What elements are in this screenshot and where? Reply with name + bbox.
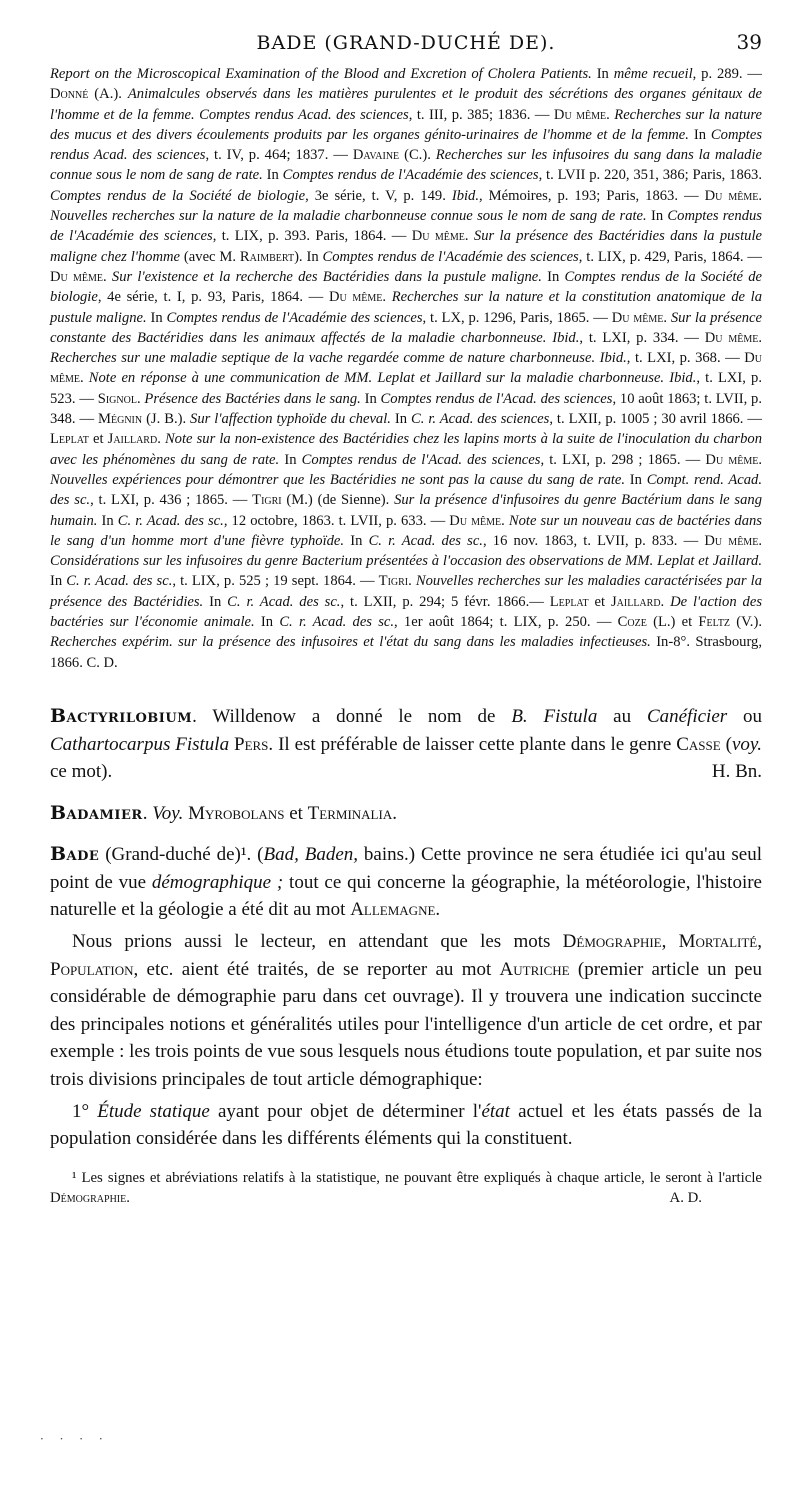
text-run: . [142, 802, 153, 824]
italic-run: Comptes rendus de l'Académie des sciences [282, 167, 539, 184]
text-run: , [661, 931, 679, 953]
italic-run: Note sur un nouveau cas de bactéries dans le sang d'un homme mort d'une fièvre typhoïde. [50, 512, 762, 549]
small-caps-run: Terminalia [307, 802, 393, 824]
text-run: (C.). [399, 147, 436, 164]
small-caps-run: Myrobolans [188, 802, 285, 824]
text-run: . [103, 268, 112, 285]
italic-run: Comptes rendus de l'Académie des sciences [322, 248, 579, 265]
text-run: . [758, 451, 762, 468]
text-run: , t. LVII p. 220, 351, 386; Paris, 1863. [538, 167, 762, 184]
small-caps-run: Leplat [549, 593, 589, 610]
text-run: 1° [72, 1100, 98, 1122]
text-run: In-8°. Strasbourg, 1866. C. D. [50, 634, 762, 671]
text-run: , t. LXII, p. 294; 5 févr. 1866.— [340, 593, 550, 610]
text-run: ce mot). [50, 761, 113, 783]
text-run: (L.) et [646, 614, 699, 631]
italic-run: Compt. rend. Acad. des sc. [50, 471, 762, 509]
text-run: . [758, 329, 762, 346]
bade-paragraph-2 [50, 928, 762, 1094]
headword-bactyrilobium: Bactyrilobium [50, 704, 193, 727]
small-caps-run: Tigri [378, 573, 409, 590]
bade-paragraph-3 [50, 1098, 762, 1153]
text-run: . [501, 512, 509, 529]
italic-run: même recueil [613, 66, 693, 82]
text-run: . [758, 532, 762, 549]
text-run: , t. LX, p. 1296, Paris, 1865. — [422, 309, 612, 326]
text-run: In [591, 66, 614, 82]
text-run: , p. 289. — [692, 66, 762, 82]
text-run: et [588, 593, 611, 610]
small-caps-run: Démographie [562, 931, 662, 953]
small-caps-run: Du même [704, 329, 759, 346]
text-run: . [660, 593, 671, 610]
italic-run: Recherches sur la nature des mucus et des divers écoulements produits par les organes génito-urinaires de l'homme et de la femme. [50, 106, 762, 143]
text-run: . Willdenow a donné le nom de [192, 705, 512, 727]
text-run: (V.). [730, 614, 762, 631]
small-caps-run: Allemagne [350, 899, 436, 921]
text-run: . Il est préférable de laisser cette plante dans le genre [268, 733, 677, 755]
text-run: , 4e série, t. I, p. 93, Paris, 1864. — [97, 289, 329, 306]
small-caps-run: Davaine [352, 147, 400, 164]
small-caps-run: Signol [97, 390, 137, 407]
italic-run: Cathartocarpus Fistula [50, 733, 230, 755]
text-run: , 1er août 1864; t. LIX, p. 250. — [394, 614, 618, 631]
text-run: (A.). [88, 86, 128, 103]
text-run: (J. B.). [142, 411, 191, 428]
italic-run: Recherches expérim. sur la présence des infusoires et l'état du sang dans les maladies infectieuses. [50, 634, 651, 651]
italic-run: Sur l'existence et la recherche des Bactéridies dans la pustule maligne. [111, 268, 542, 285]
text-run: . [136, 390, 145, 407]
small-caps-run: Feltz [698, 614, 731, 631]
italic-run: Note sur la non-existence des Bactéridies chez les lapins morts à la suite de l'inoculation du charbon avec les phénomènes du sang de rate. [50, 431, 763, 468]
headword-bade: Bade [50, 843, 100, 866]
small-caps-run: Du même [705, 451, 759, 468]
italic-run: C. r. Acad. des sc. [368, 532, 483, 549]
document-page [50, 30, 762, 1222]
small-caps-run: Pers [234, 733, 269, 755]
italic-run: Sur la présence d'infusoires du genre Bactérium dans le sang humain. [50, 492, 762, 529]
italic-run: Bad, Baden, [263, 844, 359, 866]
italic-run: Comptes rendus de l'Acad. des sciences [380, 390, 613, 407]
text-run: , t. LIX, p. 393. Paris, 1864. — [212, 228, 412, 245]
text-run: . [758, 187, 762, 204]
text-run: . [663, 309, 671, 326]
text-run: , t. LIX, p. 525 ; 19 sept. 1864. — [172, 573, 379, 590]
italic-run: Comptes rendus de l'Académie des sciences [166, 309, 423, 326]
entry-badamier [50, 800, 762, 828]
small-caps-run: Du même [704, 187, 759, 204]
italic-run: état [481, 1100, 510, 1122]
text-run: , [757, 931, 763, 953]
text-run: , t. LXI, p. 523. — [50, 370, 762, 407]
text-run: In [279, 451, 302, 468]
text-run: tout ce qui concerne la géographie, la météorologie, l'histoire naturelle et la géologie a été dit au mot [50, 871, 762, 921]
small-caps-run: Autriche [499, 958, 570, 980]
italic-run: C. r. Acad. des sciences [411, 411, 550, 428]
text-run: . [382, 289, 392, 306]
italic-run: Considérations sur les infusoires du genre Bacterium présentées à l'occasion des observations de MM. Leplat et Jaillard. [50, 553, 762, 570]
small-caps-run: Du même [449, 512, 502, 529]
text-run: In [262, 167, 283, 184]
entry-bactyrilobium [50, 703, 762, 786]
italic-run: Comptes rendus de la Société de biologie [50, 187, 306, 204]
italic-run: Canéficier [646, 705, 728, 727]
text-run: , 12 octobre, 1863. t. LVII, p. 633. — [223, 512, 450, 529]
text-run: In [344, 532, 369, 549]
italic-run: Note en réponse à une communication de MM. Leplat et Jaillard sur la maladie charbonneuse. [88, 370, 665, 387]
text-run: In [688, 126, 711, 143]
italic-run: Ibid. [599, 350, 627, 367]
text-run: ( [720, 733, 732, 755]
footnote-signature: A. D. [669, 1189, 702, 1206]
italic-run: Ibid. [669, 370, 697, 387]
text-run: , t. LXI, p. 436 ; 1865. — [90, 492, 253, 509]
text-run: (avec M. [180, 248, 240, 265]
italic-run: voy. [731, 733, 763, 755]
small-caps-run: Du même [611, 309, 664, 326]
text-run: , 3e série, t. V, p. 149. [305, 187, 452, 204]
footnote [50, 1168, 762, 1208]
text-run: In [97, 512, 118, 529]
text-run: In [625, 471, 647, 488]
small-caps-run: Mortalité [678, 931, 758, 953]
bibliography-block [50, 64, 762, 673]
running-head: BADE (GRAND-DUCHÉ DE). [256, 32, 556, 54]
italic-run: Comptes rendus de la Société de biologie [50, 268, 762, 306]
text-run: . [392, 802, 397, 824]
text-run: ¹ Les signes et abréviations relatifs à la statistique, ne pouvant être expliqués à chaque article, le seront à l'article [72, 1169, 762, 1186]
italic-run: C. r. Acad. des sc. [227, 593, 341, 610]
article-body [50, 703, 762, 1153]
text-run: , Mémoires, p. 193; Paris, 1863. — [479, 187, 705, 204]
small-caps-run: Coze [617, 614, 647, 631]
italic-run: Comptes rendus de l'Académie des sciences [50, 208, 762, 245]
text-run: et [88, 431, 108, 448]
text-run: , 10 août 1863; t. LVII, p. 348. — [50, 390, 762, 428]
text-run: Nous prions aussi le lecteur, en attendant que les mots [72, 931, 563, 953]
italic-run: C. r. Acad. des sc. [66, 573, 173, 590]
italic-run: B. Fistula [511, 705, 598, 727]
small-caps-run: Du même [50, 350, 762, 387]
text-run: (Grand-duché de)¹. ( [99, 844, 264, 866]
small-caps-run: Du même [411, 228, 465, 245]
entry-bade-text [50, 844, 762, 920]
signature-h-bn: H. Bn. [711, 761, 762, 783]
text-run: , t. LXI, p. 298 ; 1865. — [540, 451, 706, 468]
italic-run: C. r. Acad. des sc. [279, 614, 395, 631]
italic-run: Recherches sur la nature et la constitution anatomique de la pustule maligne. [50, 289, 762, 326]
text-run: In [646, 208, 668, 225]
small-caps-run: Du même [50, 268, 103, 285]
text-run: In [146, 309, 167, 326]
italic-run: Animalcules observés dans les matières purulentes et le produit des sécrétions des organes génitaux de l'homme et de la femme. [50, 86, 762, 123]
text-run: . [157, 431, 165, 448]
text-run: In [390, 411, 411, 428]
small-caps-run: Du même [704, 532, 759, 549]
italic-run: Comptes rendus Acad. des sciences [50, 126, 762, 164]
italic-run: Comptes rendus de l'Acad. des sciences [301, 451, 541, 468]
text-run: au [597, 705, 647, 727]
italic-run: Présence des Bactéries dans le sang. [144, 390, 361, 407]
text-run: . [80, 370, 89, 387]
text-run: In [203, 593, 228, 610]
small-caps-run: Leplat [50, 431, 89, 448]
italic-run: Nouvelles recherches sur les maladies caractérisées par la présence des Bactéridies. [50, 573, 762, 610]
text-run: et [284, 802, 308, 824]
entry-bade [50, 841, 762, 924]
text-run: . [408, 573, 416, 590]
text-run: (M.) (de Sienne). [281, 492, 395, 509]
italic-run: démographique ; [151, 871, 284, 893]
italic-run: De l'action des bactéries sur l'économie animale. [50, 593, 762, 631]
text-run: . [606, 106, 615, 123]
text-run: ou [727, 705, 762, 727]
small-caps-run: Raimbert [239, 248, 295, 265]
small-caps-run: Du même [553, 106, 607, 123]
italic-run: Ibid. [552, 329, 580, 346]
text-run: , t. LXI, p. 334. — [579, 329, 705, 346]
small-caps-run: Jaillard [610, 593, 661, 610]
text-run: In [50, 573, 67, 590]
italic-run: Nouvelles recherches sur la nature de la maladie charbonneuse connue sous le nom de sang de rate. [50, 208, 647, 225]
text-run: , t. IV, p. 464; 1837. — [205, 147, 353, 164]
italic-run: Recherches sur une maladie septique de la vache regardée comme de nature charbonneuse. [50, 350, 596, 367]
italic-run: Ibid. [451, 187, 480, 204]
text-run: . [126, 1189, 130, 1206]
text-run: In [254, 614, 280, 631]
page-bottom-marks: · · · · [40, 1432, 109, 1446]
entry-badamier-text [143, 803, 397, 824]
italic-run: Recherches sur les infusoires du sang dans la maladie connue sous le nom de sang de rate. [50, 147, 762, 184]
italic-run: Sur l'affection typhoïde du cheval. [190, 411, 391, 428]
text-run: In [541, 268, 565, 285]
small-caps-run: Jaillard [107, 431, 158, 448]
italic-run: Voy. [152, 802, 184, 824]
text-run: ayant pour objet de déterminer l' [209, 1100, 482, 1122]
text-run: . [435, 899, 441, 921]
text-run: , t. LXI, p. 368. — [626, 350, 745, 367]
small-caps-run: Casse [676, 733, 721, 755]
small-caps-run: Du même [328, 289, 383, 306]
italic-run: Sur la présence des Bactéridies dans la pustule maligne chez l'homme [50, 228, 762, 265]
small-caps-run: Tigri [252, 492, 282, 509]
italic-run: C. r. Acad. des sc. [117, 512, 224, 529]
text-run: In [360, 390, 381, 407]
text-run: . [464, 228, 474, 245]
text-run: (premier article un peu considérable de démographie paru dans cet ouvrage). Il y trouvera une indication succincte des principales notions et généralités utiles pour l'intelligence d'un article de cet ordre, et par exemple : les trois points de vue sous lesquels nous étudions toute population, et par suite nos trois divisions principales de tout article démographique: [50, 958, 762, 1091]
small-caps-run: Donné [50, 86, 89, 103]
page-number: 39 [736, 30, 762, 54]
text-run: bains.) Cette province ne sera étudiée ici qu'au seul point de vue [50, 844, 762, 893]
text-run: , t. III, p. 385; 1836. — [408, 106, 554, 123]
text-run: ). In [294, 248, 323, 265]
text-run: , t. LIX, p. 429, Paris, 1864. — [578, 248, 762, 265]
text-run: , t. LXII, p. 1005 ; 30 avril 1866. — [549, 411, 762, 428]
bibliography-paragraph [50, 64, 762, 673]
text-run: , 16 nov. 1863, t. LVII, p. 833. — [482, 532, 705, 549]
small-caps-run: Mégnin [98, 411, 143, 428]
text-run: actuel et les états passés de la population considérée dans les différents éléments qui la constituent. [50, 1100, 763, 1150]
italic-run: Comptes rendus Acad. des sciences [199, 106, 409, 123]
headword-badamier: Badamier [50, 801, 143, 824]
page-header [50, 30, 762, 58]
italic-run: Sur la présence constante des Bactéridies dans les animaux affectés de la maladie charbonneuse. [50, 309, 762, 346]
text-run: , etc. aient été traités, de se reporter au mot [133, 958, 500, 980]
italic-run: Report on the Microscopical Examination of the Blood and Excretion of Cholera Patients. [50, 66, 592, 82]
italic-run: Étude statique [97, 1100, 210, 1122]
italic-run: Nouvelles expériences pour démontrer que les Bactéridies ne sont pas la cause du sang de rate. [50, 471, 626, 488]
small-caps-run: Démographie [50, 1189, 127, 1206]
small-caps-run: Population [50, 958, 134, 980]
